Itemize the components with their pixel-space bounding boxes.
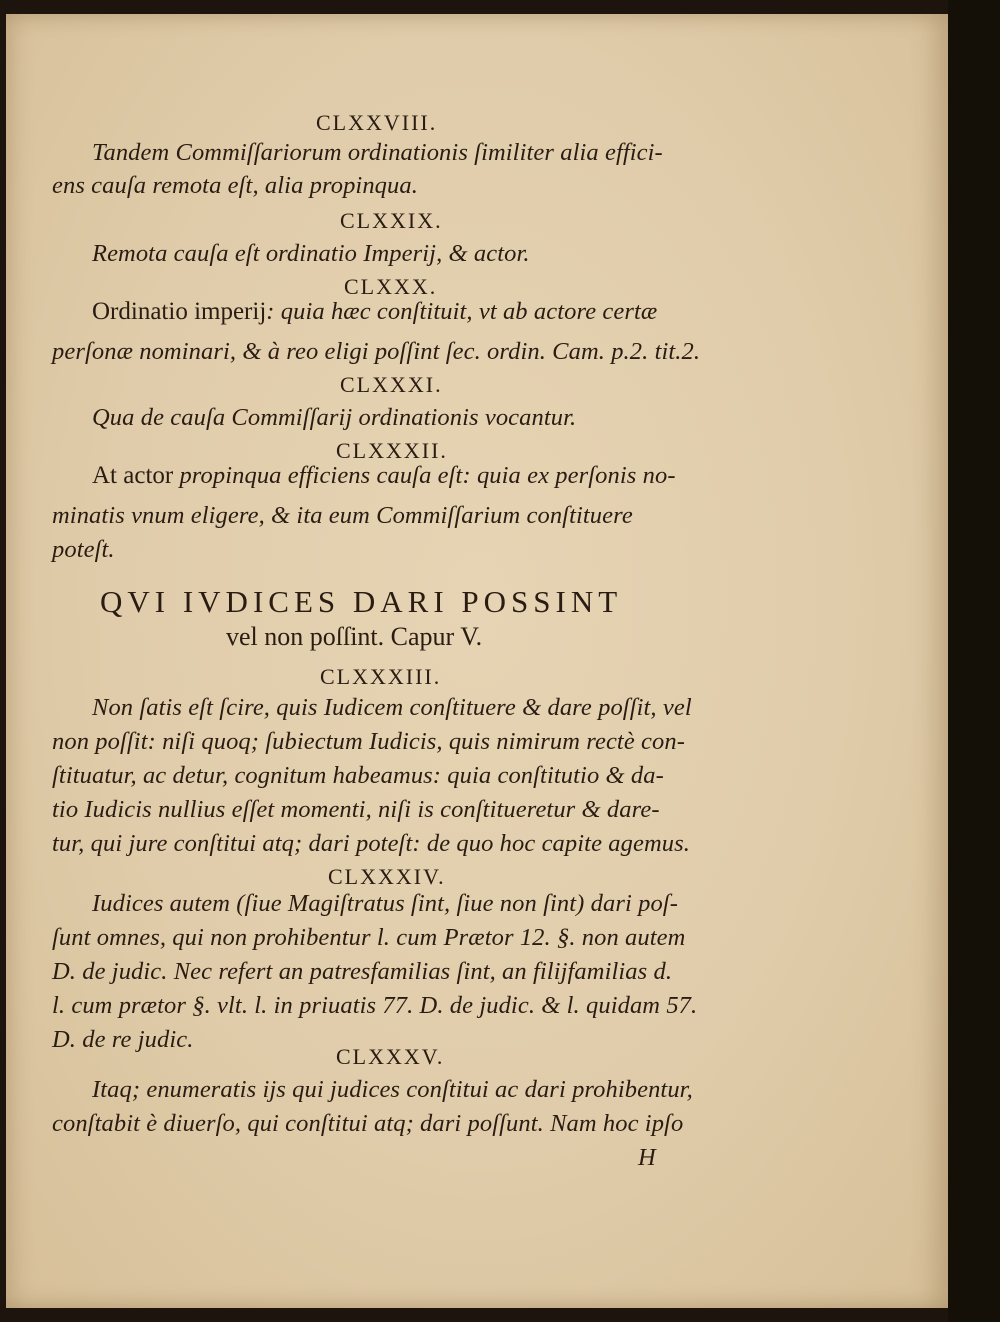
scan-edge — [948, 0, 1000, 1322]
upright-phrase: Ordinatio imperij — [92, 298, 267, 325]
text-line: minatis vnum eligere, & ita eum Commiſſarium conſtituere — [52, 502, 633, 529]
text-line: D. de re judic. — [52, 1026, 194, 1053]
section-number: CLXXXI. — [340, 372, 443, 397]
text-line: non poſſit: niſi quoq; ſubiectum Iudicis, quis nimirum rectè con- — [52, 728, 685, 755]
text-line: Qua de cauſa Commiſſarij ordinationis vocantur. — [92, 404, 577, 431]
book-page — [6, 14, 948, 1308]
text-line: Tandem Commiſſariorum ordinationis ſimiliter alia effici- — [92, 139, 663, 166]
chapter-subheading: vel non poſſint. Capur V. — [226, 622, 483, 651]
italic-phrase: propinqua efficiens cauſa eſt: quia ex perſonis no- — [173, 462, 676, 489]
text-line: Iudices autem (ſiue Magiſtratus ſint, ſiue non ſint) dari poſ- — [92, 890, 678, 917]
text-line: ſtituatur, ac detur, cognitum habeamus: quia conſtitutio & da- — [52, 762, 664, 789]
text-line: ſunt omnes, qui non prohibentur l. cum Prætor 12. §. non autem — [52, 924, 686, 951]
section-number: CLXXXIII. — [320, 664, 442, 689]
italic-phrase: : quia hæc conſtituit, vt ab actore certæ — [266, 298, 658, 325]
text-line — [92, 462, 676, 490]
text-line: Non ſatis eſt ſcire, quis Iudicem conſtituere & dare poſſit, vel — [92, 694, 692, 721]
section-number: CLXXIX. — [340, 208, 443, 233]
text-line: Remota cauſa eſt ordinatio Imperij, & actor. — [92, 240, 530, 267]
text-line: D. de judic. Nec refert an patresfamilias ſint, an filijfamilias d. — [52, 958, 673, 985]
section-number: CLXXXII. — [336, 438, 448, 463]
section-number: CLXXVIII. — [316, 110, 438, 135]
text-line: l. cum prætor §. vlt. l. in priuatis 77. D. de judic. & l. quidam 57. — [52, 992, 698, 1019]
signature-mark: H — [638, 1144, 656, 1171]
text-line: ens cauſa remota eſt, alia propinqua. — [52, 172, 418, 199]
text-line: perſonæ nominari, & à reo eligi poſſint ſec. ordin. Cam. p.2. tit.2. — [52, 338, 701, 365]
section-number: CLXXX. — [344, 274, 438, 299]
upright-phrase: At actor — [92, 462, 174, 489]
section-number: CLXXXIV. — [328, 864, 446, 889]
text-line: tio Iudicis nullius eſſet momenti, niſi is conſtitueretur & dare- — [52, 796, 660, 823]
section-number: CLXXXV. — [336, 1044, 445, 1069]
text-line: Itaq; enumeratis ijs qui judices conſtitui ac dari prohibentur, — [92, 1076, 693, 1103]
text-line — [92, 298, 657, 326]
text-line: tur, qui jure conſtitui atq; dari poteſt: de quo hoc capite agemus. — [52, 830, 690, 857]
text-line: poteſt. — [52, 536, 115, 563]
chapter-heading: QVI IVDICES DARI POSSINT — [100, 584, 623, 619]
text-line: conſtabit è diuerſo, qui conſtitui atq; dari poſſunt. Nam hoc ipſo — [52, 1110, 684, 1137]
